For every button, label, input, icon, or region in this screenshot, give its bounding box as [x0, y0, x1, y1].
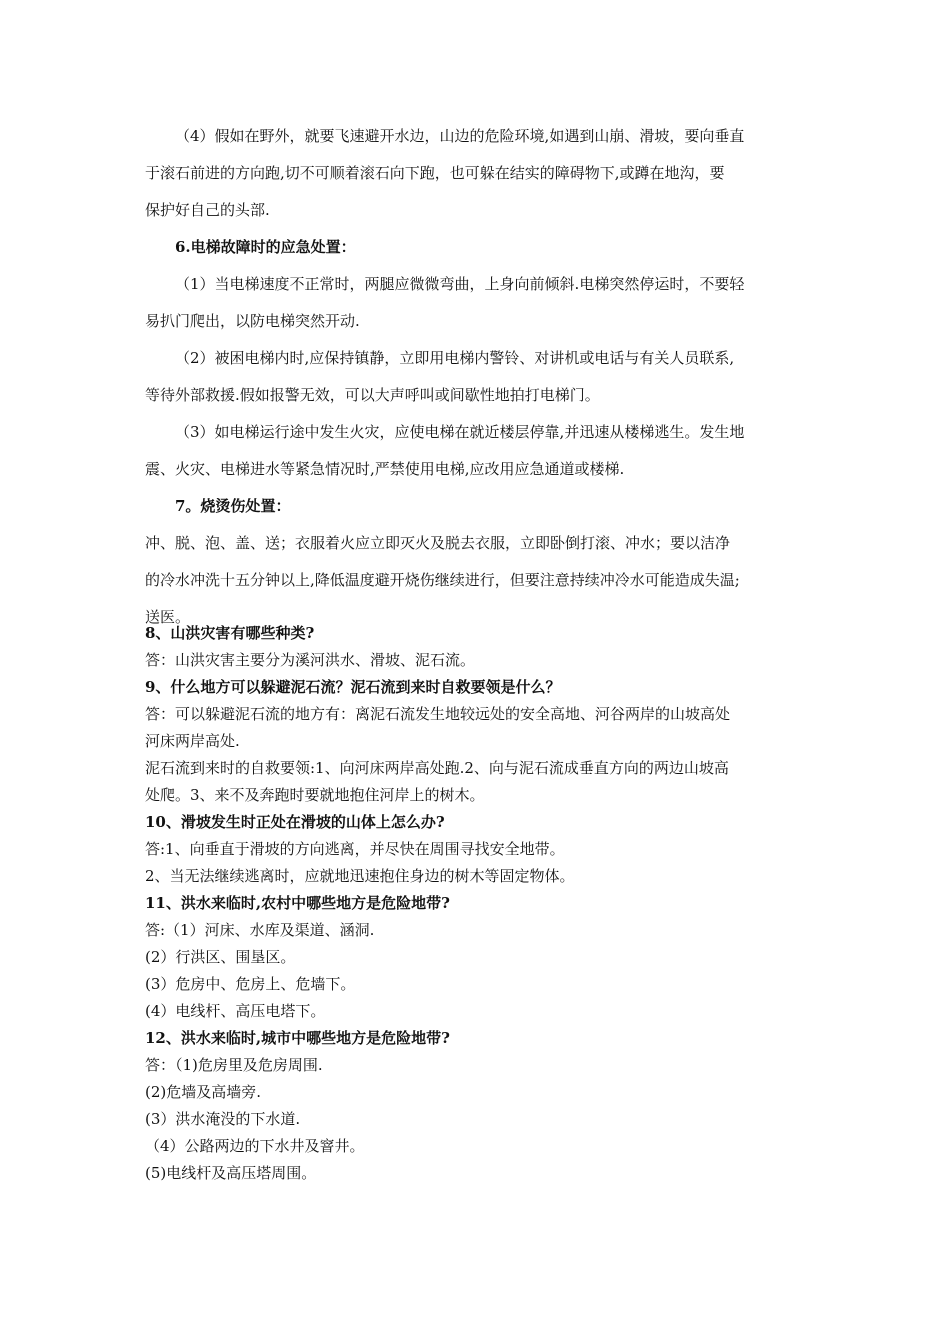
heading-elevator: 6.电梯故障时的应急处置： [175, 238, 356, 256]
question-11: 11、洪水来临时,农村中哪些地方是危险地带? [145, 894, 450, 912]
elevator-1-line-2: 易扒门爬出，以防电梯突然开动. [145, 312, 360, 330]
paragraph-4-line-3: 保护好自己的头部. [145, 201, 270, 219]
elevator-3-line-2: 震、火灾、电梯进水等紧急情况时,严禁使用电梯,应改用应急通道或楼梯. [145, 460, 625, 478]
answer-12-line-4: （4）公路两边的下水井及窨井。 [145, 1137, 365, 1155]
elevator-2-line-1: （2）被困电梯内时,应保持镇静，立即用电梯内警铃、对讲机或电话与有关人员联系, [175, 349, 735, 367]
elevator-1-line-1: （1）当电梯速度不正常时，两腿应微微弯曲，上身向前倾斜.电梯突然停运时，不要轻 [175, 275, 745, 293]
answer-12-line-3: (3）洪水淹没的下水道. [145, 1110, 301, 1128]
answer-9-line-2: 河床两岸高处. [145, 732, 240, 750]
answer-9-line-4: 处爬。3、来不及奔跑时要就地抱住河岸上的树木。 [145, 786, 485, 804]
heading-burns: 7。烧烫伤处置： [175, 497, 291, 515]
burns-line-3: 送医。 [145, 608, 191, 626]
paragraph-4-line-1: （4）假如在野外，就要飞速避开水边，山边的危险环境,如遇到山崩、滑坡，要向垂直 [175, 127, 745, 145]
section-qa [145, 620, 825, 1187]
answer-11-line-1: 答:（1）河床、水库及渠道、涵洞. [145, 921, 375, 939]
question-8: 8、山洪灾害有哪些种类? [145, 624, 315, 642]
elevator-3-line-1: （3）如电梯运行途中发生火灾，应使电梯在就近楼层停靠,并迅速从楼梯逃生。发生地 [175, 423, 745, 441]
answer-10-line-1: 答:1、向垂直于滑坡的方向逃离，并尽快在周围寻找安全地带。 [145, 840, 565, 858]
elevator-2-line-2: 等待外部救援.假如报警无效，可以大声呼叫或间歇性地拍打电梯门。 [145, 386, 600, 404]
question-12: 12、洪水来临时,城市中哪些地方是危险地带? [145, 1029, 450, 1047]
question-10: 10、滑坡发生时正处在滑坡的山体上怎么办? [145, 813, 445, 831]
burns-line-2: 的冷水冲洗十五分钟以上,降低温度避开烧伤继续进行，但要注意持续冲冷水可能造成失温; [145, 571, 740, 589]
paragraph-4-line-2: 于滚石前进的方向跑,切不可顺着滚石向下跑，也可躲在结实的障碍物下,或蹲在地沟，要 [145, 164, 725, 182]
answer-11-line-4: (4）电线杆、高压电塔下。 [145, 1002, 326, 1020]
answer-11-line-2: (2）行洪区、围垦区。 [145, 948, 296, 966]
answer-11-line-3: (3）危房中、危房上、危墙下。 [145, 975, 356, 993]
answer-12-line-2: (2)危墙及高墙旁. [145, 1083, 262, 1101]
answer-12-line-5: (5)电线杆及高压塔周围。 [145, 1164, 317, 1182]
answer-9-line-1: 答：可以躲避泥石流的地方有：离泥石流发生地较远处的安全高地、河谷两岸的山坡高处 [145, 705, 731, 723]
section-upper [145, 118, 825, 636]
burns-line-1: 冲、脱、泡、盖、送；衣服着火应立即灭火及脱去衣服，立即卧倒打滚、冲水；要以洁净 [145, 534, 731, 552]
answer-8: 答：山洪灾害主要分为溪河洪水、滑坡、泥石流。 [145, 651, 476, 669]
answer-10-line-2: 2、当无法继续逃离时，应就地迅速抱住身边的树木等固定物体。 [145, 867, 575, 885]
answer-9-line-3: 泥石流到来时的自救要领:1、向河床两岸高处跑.2、向与泥石流成垂直方向的两边山坡高 [145, 759, 729, 777]
question-9: 9、什么地方可以躲避泥石流？泥石流到来时自救要领是什么？ [145, 678, 561, 696]
answer-12-line-1: 答：（1)危房里及危房周围. [145, 1056, 323, 1074]
